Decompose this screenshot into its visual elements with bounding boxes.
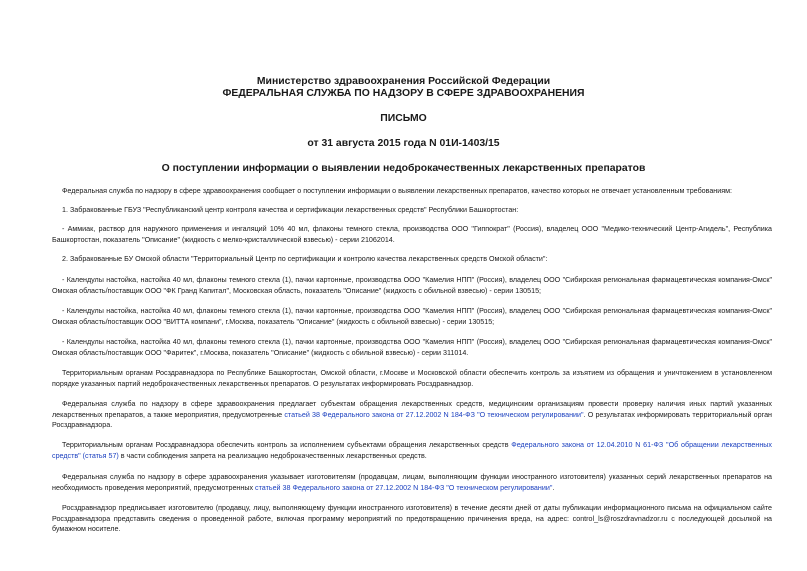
paragraph-text: Федеральная служба по надзору в сфере здравоохранения указывает изготовителям (продавцам, лицам, выполняющим функции иностранного изготовителя) указанных серий лекарственных препаратов на необходимость проведения мероприятий, предусмотренных xyxy=(52,473,772,492)
ministry-name: Министерство здравоохранения Российской Федерации xyxy=(256,76,551,87)
paragraph-manufacturer-instruction xyxy=(52,472,772,493)
paragraph-federal-service-proposal xyxy=(52,399,772,431)
paragraph-calendula-item-3: - Календулы настойка, настойка 40 мл, флаконы темного стекла (1), пачки картонные, производства ООО "Камелия НПП" (Россия), владелец ООО "Сибирская региональная фармацевтическая компания-Омск" Омская область/поставщик ООО "Фаритек", г.Москва, показатель "Описание" (жидкость с обильной взвесью) - серии 311014. xyxy=(52,338,772,357)
paragraph-roszdravnadzor-requirement: Росздравнадзор предписывает изготовителю (продавцу, лицу, выполняющему функции иностранного изготовителя) в течение десяти дней от даты публикации информационного письма на официальном сайте Росздравнадзора представить сведения о проведенной работе, включая программу мероприятий по предотвращению причинения вреда, на адрес: control_ls@roszdravnadzor.ru с последующей досылкой на бумажном носителе. xyxy=(52,504,772,533)
paragraph-section-2: 2. Забракованные БУ Омской области "Территориальный Центр по сертификации и контролю качества лекарственных средств Омской области": xyxy=(62,255,548,263)
paragraph-territorial-enforcement xyxy=(52,440,772,461)
paragraph-territorial-control: Территориальным органам Росздравнадзора по Республике Башкортостан, Омской области, г.Москве и Московской области обеспечить контроль за изъятием из обращения и уничтожением в установленном порядке указанных партий недоброкачественных лекарственных препаратов. О результатах информировать Росздравнадзор. xyxy=(52,369,772,388)
document-type: ПИСЬМО xyxy=(380,113,427,124)
law-184-link[interactable]: статьей 38 Федерального закона от 27.12.2002 N 184-ФЗ "О техническом регулировании" xyxy=(284,410,584,419)
paragraph-section-1: 1. Забракованные ГБУЗ "Республиканский центр контроля качества и сертификации лекарственных средств" Республики Башкортостан: xyxy=(62,206,519,214)
paragraph-text: Федеральная служба по надзору в сфере здравоохранения предлагает субъектам обращения лекарственных средств, медицинским организациям провести проверку наличия иных партий указанных лекарственных препаратов, а также мероприятия, предусмотренные xyxy=(52,400,772,419)
paragraph-text: в части соблюдения запрета на реализацию недоброкачественных лекарственных средств. xyxy=(118,451,427,460)
document-subject: О поступлении информации о выявлении недоброкачественных лекарственных препаратов xyxy=(161,163,646,174)
paragraph-ammonia-item: - Аммиак, раствор для наружного применения и ингаляций 10% 40 мл, флаконы темного стекла, производства ООО "Гиппократ" (Россия), владелец ООО "Медико-технический Центр-Агидель", Республика Башкортостан, показатель "Описание" (жидкость с мелко-кристаллической взвесью) - серии 21062014. xyxy=(52,225,772,244)
document-date-number: от 31 августа 2015 года N 01И-1403/15 xyxy=(307,138,500,149)
paragraph-intro: Федеральная служба по надзору в сфере здравоохранения сообщает о поступлении информации о выявлении лекарственных препаратов, качество которых не отвечает установленным требованиям: xyxy=(62,187,733,195)
paragraph-text: Территориальным органам Росздравнадзора обеспечить контроль за исполнением субъектами обращения лекарственных средств xyxy=(62,441,512,449)
law-184-link-2[interactable]: статьей 38 Федерального закона от 27.12.2002 N 184-ФЗ "О техническом регулировании" xyxy=(255,483,553,492)
paragraph-text: . xyxy=(552,483,555,492)
paragraph-calendula-item-1: - Календулы настойка, настойка 40 мл, флаконы темного стекла (1), пачки картонные, производства ООО "Камелия НПП" (Россия), владелец ООО "Сибирская региональная фармацевтическая компания-Омск" Омская область/поставщик ООО "ФК Гранд Капитал", Московская область, показатель "Описание" (жидкость с обильной взвесью) - серии 130515; xyxy=(52,276,772,295)
law-61-link[interactable]: Федерального закона от 12.04.2010 N 61-ФЗ "Об обращении лекарственных средств" (статья 57) xyxy=(52,441,772,460)
paragraph-text: . О результатах информировать территориальный орган Росздравнадзора. xyxy=(52,410,772,429)
paragraph-calendula-item-2: - Календулы настойка, настойка 40 мл, флаконы темного стекла (1), пачки картонные, производства ООО "Камелия НПП" (Россия), владелец ООО "Сибирская региональная фармацевтическая компания-Омск" Омская область/поставщик ООО "ВИТТА компани", г.Москва, показатель "Описание" (жидкость с обильной взвесью) - серии 130515; xyxy=(52,307,772,326)
service-name: ФЕДЕРАЛЬНАЯ СЛУЖБА ПО НАДЗОРУ В СФЕРЕ ЗДРАВООХРАНЕНИЯ xyxy=(222,88,585,99)
